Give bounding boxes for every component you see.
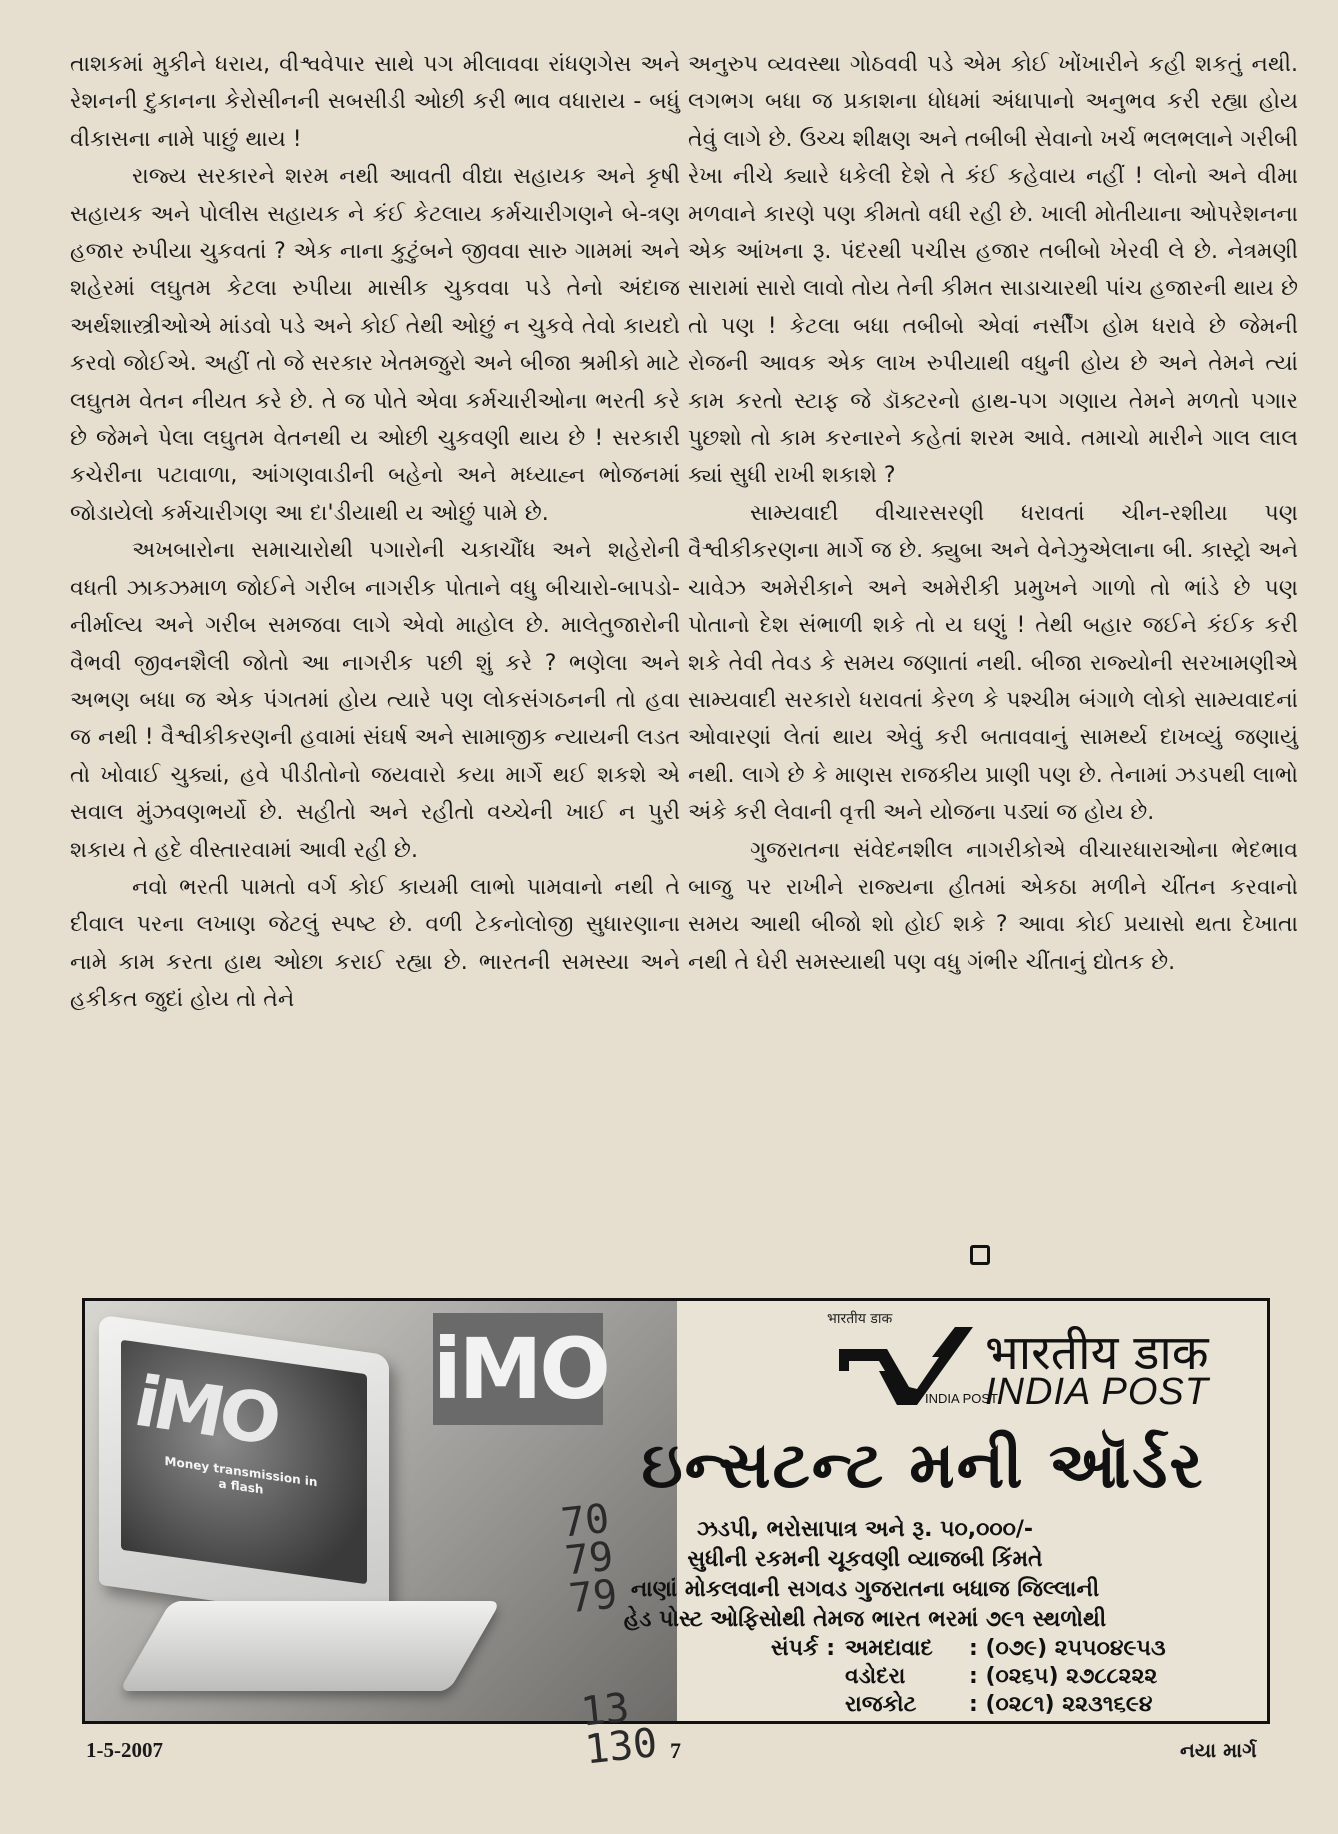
screen-tagline: Money transmission in a flash	[164, 1453, 318, 1497]
article-left-column	[70, 46, 680, 1019]
ad-description	[555, 1515, 1175, 1635]
contact-number: : (૦૨૮૧) ૨૨૩૧૬૯૪	[969, 1692, 1153, 1717]
india-post-english: INDIA POST	[985, 1371, 1209, 1413]
article-paragraph: અનુરુપ વ્યવસ્થા ગોઠવવી પડે એમ કોઈ ખોંખારીને કહી શકતું નથી. લગભગ બધા જ પ્રકાશના ધોધમાં અંધાપાનો અનુભવ કરી રહ્યા હોય તેવું લાગે છે. ઉચ્ચ શીક્ષણ અને તબીબી સેવાનો ખર્ચ ભલભલાને ગરીબી રેખા નીચે ક્યારે ધકેલી દેશે તે કંઈ કહેવાય નહીં ! લોનો અને વીમા મળવાને કારણે પણ કીમતો વધી રહી છે. ખાલી મોતીયાના ઓપરેશનના એક આંખના રૂ. પંદરથી પચીસ હજાર તબીબો ખેરવી લે છે. નેત્રમણી સારામાં સારો લાવો તોય તેની કીમત સાડાચારથી પાંચ હજારની થાય છે તો પણ ! કેટલા બધા તબીબો એવાં નર્સીંગ હોમ ધરાવે છે જેમની રોજની આવક એક લાખ રુપીયાથી વધુની હોય છે અને તેમને ત્યાં કામ કરતો સ્ટાફ જે ડૉક્ટરનો હાથ-પગ ગણાય તેમને મળતો પગાર પુછશો તો કામ કરનારને કહેતાં શરમ આવે. તમાચો મારીને ગાલ લાલ ક્યાં સુધી રાખી શકાશે ?	[688, 52, 1298, 489]
ad-line: સુધીની રકમની ચૂકવણી વ્યાજબી કિંમતે	[687, 1547, 1043, 1572]
contact-city: અમદાવાદ	[845, 1636, 933, 1661]
contact-city: રાજકોટ	[845, 1692, 917, 1717]
imo-logo: iMO	[433, 1313, 603, 1425]
post-emblem-label: INDIA POST	[925, 1391, 998, 1406]
magazine-name: નયા માર્ગ	[1180, 1738, 1257, 1762]
contact-label: સંપર્ક :	[770, 1636, 835, 1661]
article-right-column	[688, 46, 1298, 981]
article-end-square-icon	[970, 1245, 990, 1265]
contact-number: : (૦૭૯) ૨૫૫૦૪૯૫૩	[969, 1636, 1166, 1661]
page-footer	[0, 1738, 1338, 1778]
contact-number: : (૦૨૬૫) ૨૭૮૮૨૨૨	[969, 1664, 1158, 1689]
background-digits: 70 79 79 13 130	[558, 1495, 660, 1774]
post-small-label: भारतीय डाक	[827, 1311, 893, 1327]
issue-date: 1-5-2007	[86, 1738, 163, 1762]
monitor-illustration	[99, 1315, 389, 1626]
article-paragraph: રાજ્ય સરકારને શરમ નથી આવતી વીદ્યા સહાયક અને કૃષી સહાયક અને પોલીસ સહાયક ને કંઈ કેટલાય કર્મચારીગણને બે-ત્રણ હજાર રુપીયા ચુકવતાં ? એક નાના કુટુંબને જીવવા સારુ ગામમાં અને શહેરમાં લઘુતમ કેટલા રુપીયા માસીક ચુકવવા પડે તેનો અંદાજ અર્થશાસ્ત્રીઓએ માંડવો પડે અને કોઈ તેથી ઓછું ન ચુકવે તેવો કાયદો કરવો જોઈએ. અહીં તો જે સરકાર ખેતમજુરો અને બીજા શ્રમીકો માટે લઘુતમ વેતન નીયત કરે છે. તે જ પોતે એવા કર્મચારીઓના ભરતી કરે છે જેમને પેલા લઘુતમ વેતનથી ય ઓછી ચુકવણી થાય છે ! સરકારી કચેરીના પટાવાળા, આંગણવાડીની બહેનો અને મધ્યાહ્ન ભોજનમાં જોડાયેલો કર્મચારીગણ આ દા'ડીયાથી ય ઓછું પામે છે.	[70, 164, 680, 526]
contact-row	[745, 1691, 1265, 1719]
article-paragraph: તાશકમાં મુકીને ધરાય, વીશ્વવેપાર સાથે પગ મીલાવવા રાંધણગેસ અને રેશનની દુકાનના કેરોસીનની સબસીડી ઓછી કરી ભાવ વધારાય - બધું વીકાસના નામે પાછું થાય !	[70, 52, 680, 152]
ad-line: નાણાં મોકલવાની સગવડ ગુજરાતના બધાજ જિલ્લાની	[630, 1577, 1100, 1602]
contact-row	[745, 1663, 1265, 1691]
contact-city: વડોદરા	[845, 1664, 906, 1689]
article-paragraph: ગુજરાતના સંવેદનશીલ નાગરીકોએ વીચારધારાઓના ભેદભાવ બાજુ પર રાખીને રાજ્યના હીતમાં એકઠા મળીને ચીંતન કરવાનો સમય આથી બીજો શો હોઈ શકે ? આવા કોઈ પ્રયાસો થતા દેખાતા નથી તે ઘેરી સમસ્યાથી પણ વધુ ગંભીર ચીંતાનું દ્યોતક છે.	[688, 837, 1298, 975]
screen-logo: iMO	[135, 1359, 277, 1462]
page-number: 7	[670, 1738, 681, 1763]
monitor-screen	[121, 1340, 367, 1585]
ad-headline: ઇન્સટન્ટ મની ઑર્ડર	[641, 1429, 1205, 1503]
ad-contact-block	[745, 1635, 1265, 1719]
contact-row	[745, 1635, 1265, 1663]
article-paragraph: નવો ભરતી પામતો વર્ગ કોઈ કાયમી લાભો પામવાનો નથી તે દીવાલ પરના લખાણ જેટલું સ્પષ્ટ છે. વળી ટેકનોલોજી સુધારણાના નામે કામ કરતા હાથ ઓછા કરાઈ રહ્યા છે. ભારતની સમસ્યા અને હકીકત જુદાં હોય તો તેને	[70, 874, 680, 1013]
article-paragraph: અખબારોના સમાચારોથી પગારોની ચકાચૌંધ અને શહેરોની વધતી ઝાકઝમાળ જોઈને ગરીબ નાગરીક પોતાને વધુ બીચારો-બાપડો-નીર્માલ્ય અને ગરીબ સમજવા લાગે એવો માહોલ છે. માલેતુજારોની વૈભવી જીવનશૈલી જોતો આ નાગરીક પછી શું કરે ? ભણેલા અને અભણ બધા જ એક પંગતમાં હોય ત્યારે પણ લોકસંગઠનની તો હવા જ નથી ! વૈશ્વીકીકરણની હવામાં સંઘર્ષ અને સામાજીક ન્યાયની લડત તો ખોવાઈ ચુક્યાં, હવે પીડીતોનો જયવારો કયા માર્ગે થઈ શકશે એ સવાલ મુંઝવણભર્યો છે. સહીતો અને રહીતો વચ્ચેની ખાઈ ન પુરી શકાય તે હદે વીસ્તારવામાં આવી રહી છે.	[70, 538, 680, 863]
keyboard-illustration	[119, 1601, 501, 1691]
india-post-hindi: भारतीय डाक	[985, 1325, 1209, 1381]
ad-line: ઝડપી, ભરોસાપાત્ર અને રૂ. ૫૦,૦૦૦/-	[696, 1517, 1034, 1542]
ad-line: હેડ પોસ્ટ ઓફિસોથી તેમજ ભારત ભરમાં ૭૯૧ સ્થળોથી	[623, 1607, 1107, 1632]
article-paragraph: સામ્યવાદી વીચારસરણી ધરાવતાં ચીન-રશીયા પણ વૈશ્વીકીકરણના માર્ગે જ છે. ક્યુબા અને વેનેઝુએલાના બી. કાસ્ટ્રો અને ચાવેઝ અમેરીકાને અને અમેરીકી પ્રમુખને ગાળો તો ભાંડે છે પણ પોતાનો દેશ સંભાળી શકે તો ય ઘણું ! તેથી બહાર જઈને કંઈક કરી શકે તેવી તેવડ કે સમય જણાતાં નથી. બીજા રાજ્યોની સરખામણીએ સામ્યવાદી સરકારો ધરાવતાં કેરળ કે પશ્ચીમ બંગાળે લોકો સામ્યવાદનાં ઓવારણાં લેતાં થાય એવું કરી બતાવવાનું સામર્થ્ય દાખવ્યું જણાયું નથી. લાગે છે કે માણસ રાજકીય પ્રાણી પણ છે. તેનામાં ઝડપથી લાભો અંકે કરી લેવાની વૃત્તી અને યોજના પડ્યાં જ હોય છે.	[688, 500, 1298, 826]
